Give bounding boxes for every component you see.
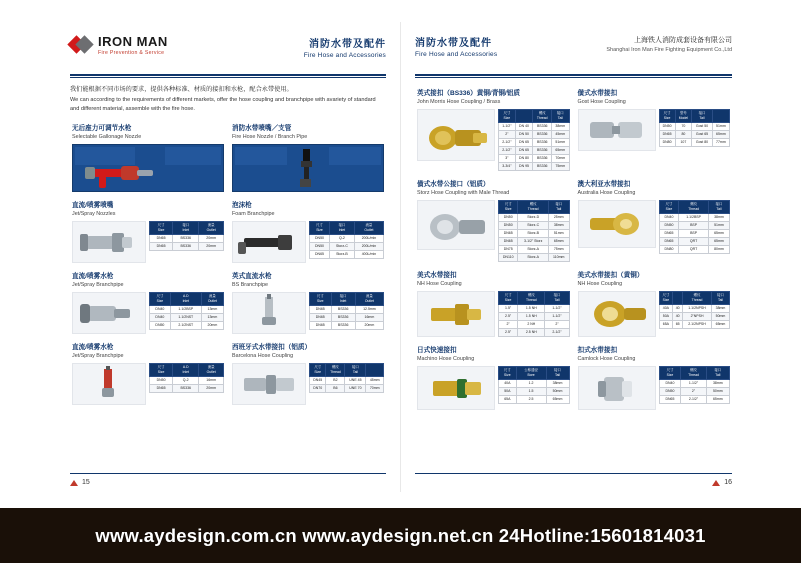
table-row: DN45 B2 UNE 45 45mm (310, 377, 384, 385)
product-photo (232, 221, 306, 263)
col-tail2 (366, 364, 384, 377)
brand-tagline: Fire Prevention & Service (98, 49, 165, 56)
product-title-cn: 英式接扣（BS336）黄铜/青铜/铝质 (417, 90, 520, 97)
table-row: DN50 Storz-C 200L/min (310, 243, 384, 251)
table-row: 1-1/2" DN 40 BS336 38mm (499, 123, 570, 131)
table-row: DN40 1.1/2BSP 13mm (150, 306, 224, 314)
header-rule (70, 74, 386, 76)
col-model: 型号 Model (675, 110, 692, 123)
product-title-cn: 美式水带接扣（黄铜） (577, 272, 644, 279)
col-tail: 接口 Tail (712, 292, 730, 305)
product-photo (72, 221, 146, 263)
table-row: DN65 BS336 20mm (150, 385, 224, 393)
diamond-logo-icon (70, 34, 92, 56)
product-title-en: Jet/Spray Nozzles (72, 211, 116, 218)
table-row: DN65 QRT 65mm (659, 238, 730, 246)
col-size: 尺寸 Size (659, 367, 681, 380)
table-row: 2" DN 50 BS336 45mm (499, 131, 570, 139)
spec-table (149, 363, 224, 393)
col-outlet: 流量 Outlet (199, 222, 224, 235)
col-tail: 接口 Tail (706, 367, 729, 380)
col-bore: 公称通径 Bore (516, 367, 546, 380)
product-cell (68, 269, 228, 340)
intro-text (56, 78, 400, 117)
product-photo (578, 366, 656, 410)
table-row: DN65 BS336 16mm (310, 314, 384, 322)
col-size: 尺寸 Size (310, 222, 330, 235)
company-name-en: Shanghai Iron Man Fire Fighting Equipment Co.,Ltd (606, 47, 732, 53)
product-photo (578, 109, 656, 151)
product-cell (574, 86, 735, 177)
col-tail: 接口 Tail (552, 110, 569, 123)
product-title-cn: 僙式水带接扣 (577, 90, 618, 97)
product-cell (413, 86, 574, 177)
col-thread: 螺纹 Thread (679, 201, 709, 214)
col-size: 尺寸 Size (499, 292, 518, 305)
col-inlet: 接口 Inlet (173, 222, 199, 235)
product-photo (72, 292, 146, 334)
product-title-cn: 西班牙式水带接扣（铝质） (232, 344, 312, 352)
col-size: 尺寸 Size (659, 292, 673, 305)
col-thread: 螺纹 Thread (533, 110, 552, 123)
col-size: 尺寸 Size (150, 293, 171, 306)
product-photo (232, 144, 384, 192)
intro-en: We can according to the requirements of different markets, offer the hose coupling and branchpipe with avariety of standard and different material, assemble with the fire hose. (70, 97, 376, 112)
product-title-cn: 直流/喷雾水枪 (72, 273, 114, 281)
table-row: DN50 BSP 51mm (659, 222, 730, 230)
table-row: 2-1/2" DN 65 BS336 65mm (499, 147, 570, 155)
col-thread: 螺纹 Thread (683, 292, 712, 305)
page-footer-right (712, 479, 732, 486)
col-tail: 接口 Tail (692, 110, 713, 123)
header-title-en: Fire Hose and Accessories (303, 52, 386, 59)
spec-table (498, 291, 570, 337)
table-row: 40A 40 1.1/2NPSH 38mm (659, 305, 730, 313)
product-title-cn: 澳大利亚水带接扣 (577, 181, 631, 188)
col-tail: 接口 Tail (548, 201, 569, 214)
table-row: DN75 Storz-A 75mm (499, 246, 570, 254)
col-thread: 螺纹 Thread (681, 367, 706, 380)
brand-logo (70, 34, 168, 56)
product-title-en: Storz Hose Coupling with Male Thread (417, 190, 510, 196)
table-row: 65A 2.5 65mm (499, 396, 570, 404)
product-title-en: Gost Hose Coupling (577, 99, 626, 105)
footer-rule (415, 473, 732, 474)
company-block (606, 34, 732, 55)
col-outlet: 流量 Outlet (201, 293, 223, 306)
header-rule (415, 74, 732, 76)
table-row: 2" 2 NH 2" (499, 321, 570, 329)
col-size2 (515, 110, 533, 123)
spec-table (309, 363, 384, 393)
table-row: DN65 BS336 20mm (310, 322, 384, 330)
header-title-en: Fire Hose and Accessories (415, 51, 498, 58)
table-row: DN50 2.1/2NST 20mm (150, 322, 224, 330)
product-title-en: Barcelona Hose Coupling (232, 353, 294, 360)
header-title-cn: 消防水带及配件 (309, 39, 386, 50)
table-row: DN40 1-1/2" 38mm (659, 380, 730, 388)
col-size: 尺寸 Size (499, 367, 517, 380)
product-cell (228, 340, 388, 411)
col-inlet: 接口 Inlet (329, 222, 354, 235)
product-photo (72, 144, 224, 192)
product-cell (68, 121, 228, 198)
table-row: 3-3/4" DN 95 BS336 75mm (499, 163, 570, 171)
table-row: DN40 1.1/2NST 13mm (150, 314, 224, 322)
col-tail: 接口 Tail (545, 292, 569, 305)
right-product-grid (401, 78, 746, 416)
banner-text: www.aydesign.com.cn www.aydesign.net.cn 24Hotline:15601814031 (95, 524, 706, 546)
spec-table (309, 292, 384, 330)
product-photo (417, 109, 495, 161)
product-title-cn: 英式直流水枪 (232, 273, 272, 281)
triangle-icon (712, 480, 720, 486)
company-name-cn: 上海铁人消防成套设备有限公司 (634, 37, 732, 44)
table-row: DN65 3-1/2" Storz 65mm (499, 238, 570, 246)
product-photo (578, 200, 656, 248)
product-title-en: John Morris Hose Coupling / Brass (417, 99, 501, 105)
product-photo (417, 200, 495, 250)
table-row: DN70 B6 UNE 70 70mm (310, 385, 384, 393)
intro-cn: 我们能根据不同市场的要求，提供各种标准、材质的接扣和水枪，配合永带使用。 (70, 86, 293, 93)
left-page-header (56, 22, 400, 70)
table-row: DN65 BS336 20mm (150, 243, 224, 251)
product-photo (417, 366, 495, 410)
product-cell (574, 177, 735, 268)
brand-name: IRON MAN (98, 33, 168, 49)
product-cell (228, 269, 388, 340)
spec-table (498, 109, 570, 171)
left-product-grid (56, 117, 400, 411)
spec-table (149, 292, 224, 330)
table-row: 50A 40 2"NPSH 50mm (659, 313, 730, 321)
product-photo (72, 363, 146, 405)
product-title-cn: 美式水带接扣 (417, 272, 457, 279)
table-row: 50A 1.5 50mm (499, 388, 570, 396)
col-inlet: 接口 Inlet (331, 293, 355, 306)
product-title-cn: 无后座力可调节水枪 (72, 125, 132, 133)
spec-table (498, 366, 570, 404)
col-tail2 (712, 110, 729, 123)
product-title-en: Jet/Spray Branchpipe (72, 353, 124, 360)
spec-table (659, 200, 731, 254)
product-photo (232, 292, 306, 334)
product-title-cn: 泡沫枪 (232, 202, 252, 210)
col-tail: 接口 Tail (708, 201, 729, 214)
product-title-en: Selectable Gallonage Nozzle (72, 134, 142, 141)
table-row: DN65 Storz-B 51mm (499, 230, 570, 238)
col-thread: 螺纹 Thread (518, 201, 548, 214)
spec-table (149, 221, 224, 251)
spec-table (659, 366, 731, 404)
product-photo (232, 363, 306, 405)
col-inlet: A.D Inlet (170, 293, 201, 306)
table-row: DN65 BS336 12.5mm (310, 306, 384, 314)
table-row: DN65 Storz-B 400L/min (310, 251, 384, 259)
col-inlet: A.D Inlet (173, 364, 199, 377)
col-size: 尺寸 Size (150, 364, 173, 377)
table-row: 65A 65 2.1/2NPSH 65mm (659, 321, 730, 329)
product-title-en: Australia Hose Coupling (577, 190, 636, 196)
product-title-en: Camlock Hose Coupling (577, 356, 636, 362)
product-title-en: NH Hose Coupling (417, 281, 462, 287)
product-title-en: Foam Branchpipe (232, 211, 275, 218)
table-row: 2.5" 2.5 NH 2-1/2" (499, 329, 570, 337)
col-thread: 螺纹 Thread (518, 292, 545, 305)
product-title-cn: 直流/喷雾水枪 (72, 344, 114, 352)
left-page (56, 22, 401, 492)
triangle-icon (70, 480, 78, 486)
spec-table (498, 200, 570, 262)
table-row: 1.5" 1.5 NH 1-1/2" (499, 305, 570, 313)
header-title-cn: 消防水带及配件 (415, 38, 492, 49)
product-cell (413, 343, 574, 416)
product-cell (574, 268, 735, 343)
col-size: 尺寸 Size (659, 201, 679, 214)
col-outlet: 流量 Outlet (354, 222, 383, 235)
product-cell (574, 343, 735, 416)
table-row: 40A 1.2 38mm (499, 380, 570, 388)
spec-table (659, 291, 731, 329)
table-row: DN50 70 Gost 50 51mm (659, 123, 730, 131)
product-cell (68, 198, 228, 269)
product-title-en: Machino Hose Coupling (417, 356, 475, 362)
table-row: DN80 QRT 80mm (659, 246, 730, 254)
col-size: 尺寸 Size (499, 110, 516, 123)
col-tail: 接口 Tail (345, 364, 366, 377)
product-title-cn: 日式快速接扣 (417, 347, 457, 354)
table-row: DN50 Storz-C 38mm (499, 222, 570, 230)
table-row: DN65 2-1/2" 65mm (659, 396, 730, 404)
product-title-cn: 消防水带喷嘴／支管 (232, 125, 292, 133)
product-photo (578, 291, 656, 337)
page-number: 15 (82, 479, 90, 486)
table-row: DN110 Storz-A 110mm (499, 254, 570, 262)
table-row: DN65 BSP 65mm (659, 230, 730, 238)
page-number: 16 (724, 479, 732, 486)
col-size: 尺寸 Size (310, 364, 326, 377)
col-size: 尺寸 Size (150, 222, 173, 235)
col-size: 尺寸 Size (659, 110, 675, 123)
product-title-en: NH Hose Coupling (577, 281, 623, 287)
table-row: DN50 Storz-D 25mm (499, 214, 570, 222)
product-title-en: Jet/Spray Branchpipe (72, 282, 124, 289)
col-size: 尺寸 Size (310, 293, 332, 306)
table-row: DN65 BS336 20mm (150, 235, 224, 243)
product-title-cn: 扣式水带接扣 (577, 347, 618, 354)
product-cell (413, 268, 574, 343)
col-size2 (673, 292, 683, 305)
product-cell (228, 121, 388, 198)
col-thread: 螺纹 Thread (326, 364, 345, 377)
col-size: 尺寸 Size (499, 201, 518, 214)
product-photo (417, 291, 495, 337)
catalog-spread (56, 22, 746, 492)
spec-table (659, 109, 731, 147)
table-row: DN50 Q-2 200L/min (310, 235, 384, 243)
table-row: 3" DN 80 BS336 70mm (499, 155, 570, 163)
product-cell (413, 177, 574, 268)
footer-rule (70, 473, 386, 474)
col-tail: 接口 Tail (546, 367, 569, 380)
right-page-header (401, 22, 746, 70)
page-footer-left (70, 479, 90, 486)
col-outlet: 流量 Outlet (199, 364, 224, 377)
product-cell (228, 198, 388, 269)
table-row: DN40 1.1/2BSP 38mm (659, 214, 730, 222)
col-outlet: 流量 Outlet (355, 293, 383, 306)
product-title-cn: 直流/喷雾喷嘴 (72, 202, 114, 210)
right-page (401, 22, 746, 492)
table-row: DN65 80 Gost 65 65mm (659, 131, 730, 139)
table-row: DN80 107 Gost 80 77mm (659, 139, 730, 147)
table-row: DN50 2" 50mm (659, 388, 730, 396)
product-title-en: BS Branchpipe (232, 282, 268, 289)
bottom-banner (0, 508, 801, 563)
table-row: DN50 Q-2 16mm (150, 377, 224, 385)
product-title-cn: 僙式水带公接口（铝质） (417, 181, 490, 188)
table-row: 2.5" 1.5 NH 1-1/2" (499, 313, 570, 321)
spec-table (309, 221, 384, 259)
product-title-en: Fire Hose Nozzle / Branch Pipe (232, 134, 308, 141)
table-row: 2-1/2" DN 65 BS336 51mm (499, 139, 570, 147)
product-cell (68, 340, 228, 411)
